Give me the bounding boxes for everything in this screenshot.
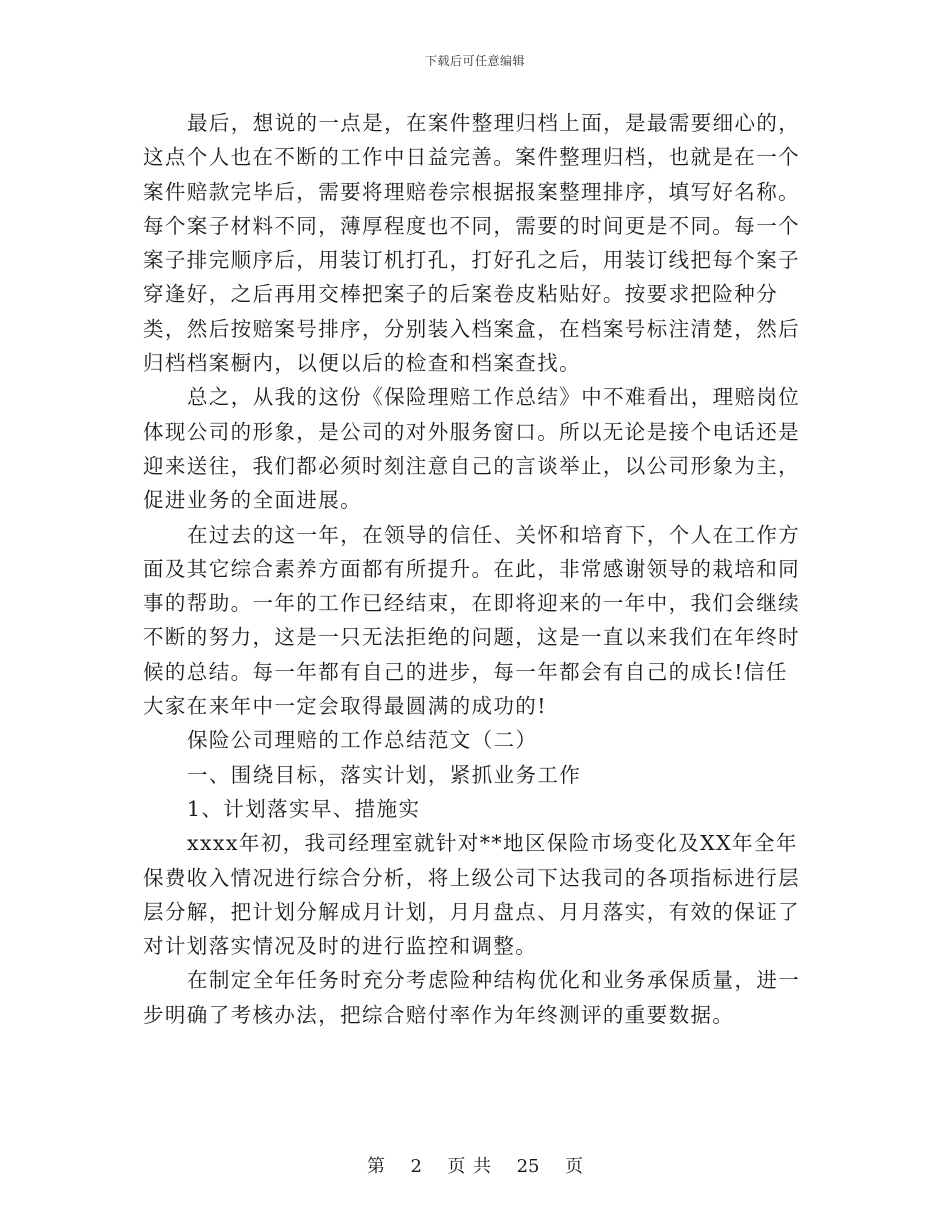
section-title-part-two: 保险公司理赔的工作总结范文（二） [187, 728, 538, 753]
paragraph-summary: 总之，从我的这份《保险理赔工作总结》中不难看出，理赔岗位体现公司的形象，是公司的对外服务窗口。所以无论是接个电话还是迎来送往，我们都必须时刻注意自己的言谈举止，以公司形象为主，促进业务的全面进展。 [143, 385, 801, 513]
paragraph-plan-analysis: xxxx年初，我司经理室就针对**地区保险市场变化及XX年全年保费收入情况进行综合分析，将上级公司下达我司的各项指标进行层层分解，把计划分解成月计划，月月盘点、月月落实，有效的保证了对计划落实情况及时的进行监控和调整。 [143, 831, 800, 959]
footer-prefix: 第 [367, 1156, 386, 1177]
page-header-note: 下载后可任意编辑 [424, 54, 525, 68]
paragraph-archiving: 最后，想说的一点是，在案件整理归档上面，是最需要细心的，这点个人也在不断的工作中日益完善。案件整理归档，也就是在一个案件赔款完毕后，需要将理赔卷宗根据报案整理排序，填写好名称。每个案子材料不同，薄厚程度也不同，需要的时间更是不同。每一个案子排完顺序后，用装订机打孔，打好孔之后，用装订线把每个案子穿逢好，之后再用交棒把案子的后案卷皮粘贴好。按要求把险种分类，然后按赔案号排序，分别装入档案盒，在档案号标注清楚，然后归档档案橱内，以便以后的检查和档案查找。 [143, 111, 801, 376]
subheading-plan: 1、计划落实早、措施实 [187, 796, 421, 821]
footer-middle: 页 共 [447, 1156, 492, 1177]
paragraph-year-review: 在过去的这一年，在领导的信任、关怀和培育下，个人在工作方面及其它综合素养方面都有所提升。在此，非常感谢领导的栽培和同事的帮助。一年的工作已经结束，在即将迎来的一年中，我们会继续不断的努力，这是一只无法拒绝的问题，这是一直以来我们在年终时候的总结。每一年都有自己的进步，每一年都会有自己的成长!信任大家在来年中一定会取得最圆满的成功的! [143, 522, 801, 719]
footer-current-page: 2 [410, 1156, 422, 1177]
footer-suffix: 页 [564, 1156, 583, 1177]
paragraph-task-setting: 在制定全年任务时充分考虑险种结构优化和业务承保质量，进一步明确了考核办法，把综合赔付率作为年终测评的重要数据。 [143, 968, 801, 1027]
footer-total-pages: 25 [516, 1156, 540, 1177]
page-footer [0, 1152, 950, 1178]
document-body [143, 106, 809, 1032]
heading-goals: 一、围绕目标，落实计划，紧抓业务工作 [187, 762, 582, 787]
